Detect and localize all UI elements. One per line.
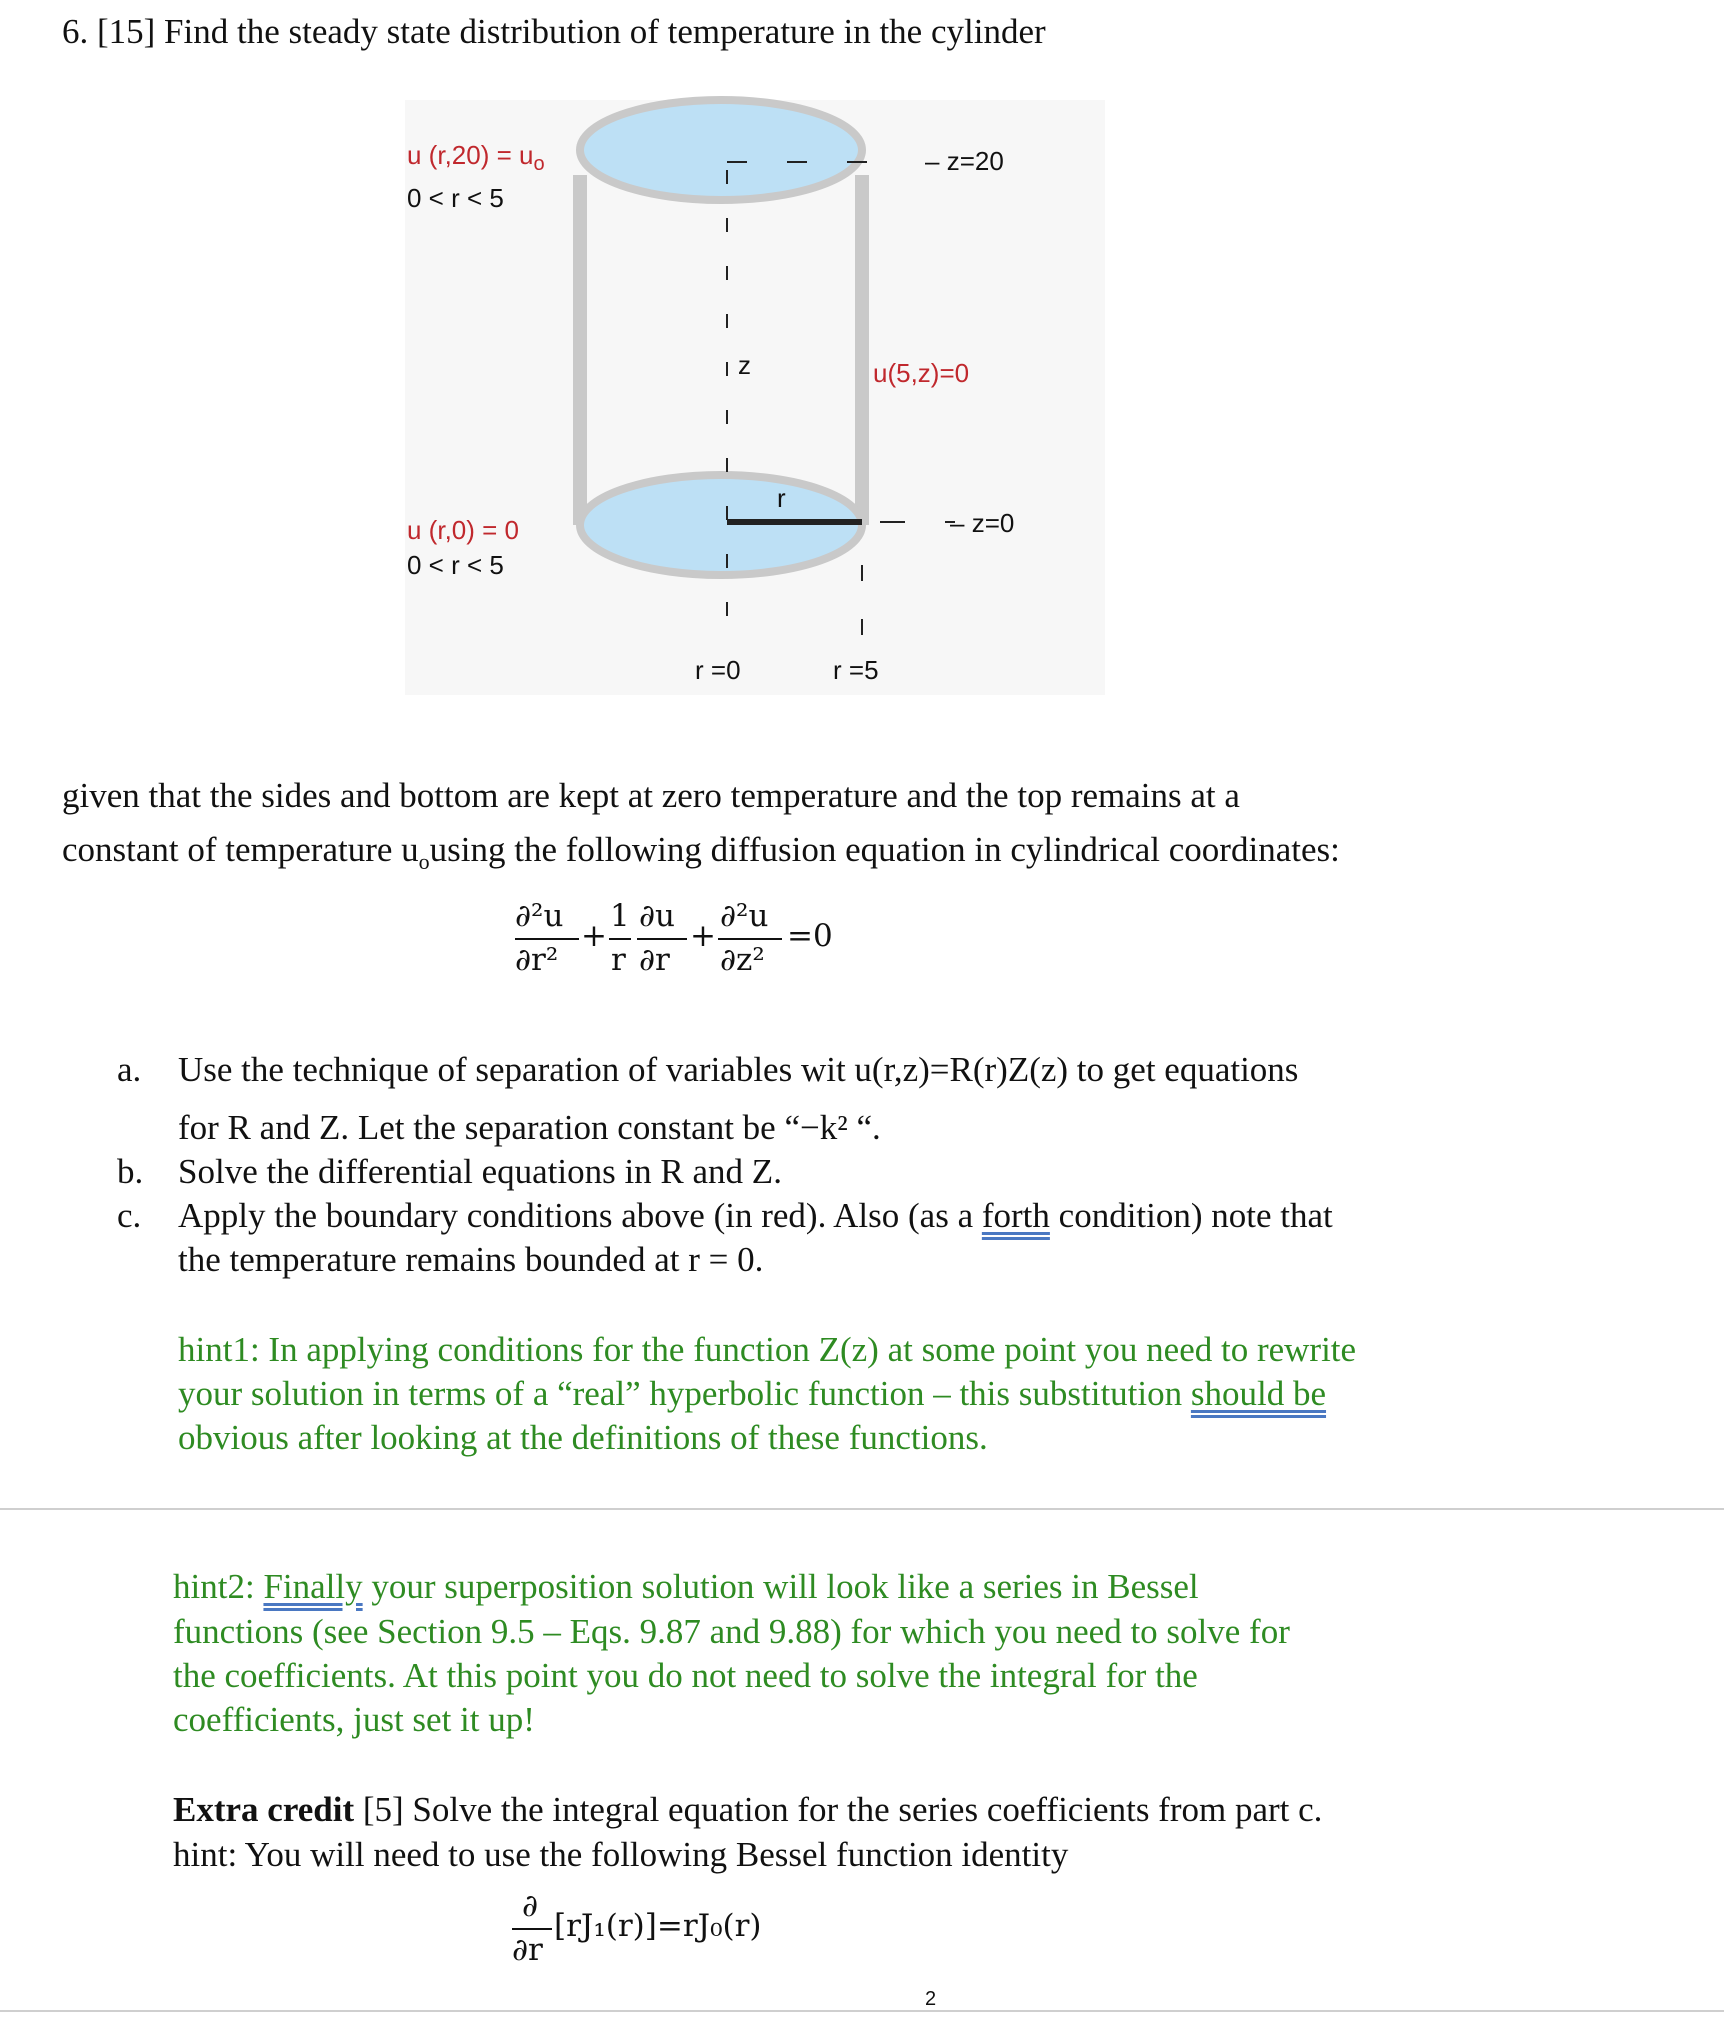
hint1-line-3: obvious after looking at the definitions of these functions. — [178, 1418, 988, 1457]
z0-label: – z=0 — [950, 508, 1015, 538]
hint1-line-2: your solution in terms of a “real” hyperbolic function – this substitution should be — [178, 1374, 1327, 1413]
z20-label: – z=20 — [925, 146, 1004, 176]
pde-plus-2: + — [690, 918, 716, 954]
pde-coef-den: r — [611, 942, 626, 978]
pde-term2-den: ∂r — [639, 942, 670, 978]
pde-term3-num: ∂²u — [720, 898, 769, 934]
pde-fraction-bar — [718, 938, 782, 940]
problem-title: 6. [15] Find the steady state distribution of temperature in the cylinder — [62, 12, 1046, 51]
pde-coef-num: 1 — [610, 898, 630, 934]
diffusion-equation — [515, 898, 855, 1008]
pde-plus-1: + — [581, 918, 607, 954]
part-a-line-1: Use the technique of separation of variables wit u(r,z)=R(r)Z(z) to get equations — [178, 1050, 1299, 1089]
extra-credit-line-2: hint: You will need to use the following Bessel function identity — [173, 1835, 1069, 1874]
part-c-letter: c. — [117, 1196, 142, 1235]
bottom-bc-range: 0 < r < 5 — [407, 550, 504, 580]
hint2-line-2: functions (see Section 9.5 – Eqs. 9.87 and 9.88) for which you need to solve for — [173, 1612, 1290, 1651]
extra-credit-line-1: Extra credit [5] Solve the integral equation for the series coefficients from part c. — [173, 1790, 1323, 1829]
pde-term3-den: ∂z² — [720, 942, 765, 978]
pde-term2-num: ∂u — [639, 898, 675, 934]
identity-den: ∂r — [512, 1932, 543, 1968]
pde-term1-den: ∂r² — [515, 942, 559, 978]
hint2-line-1: hint2: Finally your superposition solution will look like a series in Bessel — [173, 1567, 1199, 1606]
part-c-line-1: Apply the boundary conditions above (in red). Also (as a forth condition) note that — [178, 1196, 1333, 1235]
identity-rhs: [rJ₁(r)]=rJ₀(r) — [554, 1908, 762, 1944]
bessel-identity — [512, 1888, 842, 1988]
pde-rhs: =0 — [787, 918, 833, 954]
identity-fraction-bar — [512, 1928, 552, 1930]
pde-fraction-bar — [609, 938, 631, 940]
part-a-line-2: for R and Z. Let the separation constant be “−k² “. — [178, 1108, 881, 1147]
hint2-line-3: the coefficients. At this point you do not need to solve the integral for the — [173, 1656, 1198, 1695]
pde-fraction-bar — [637, 938, 687, 940]
page-number: 2 — [925, 1988, 937, 2010]
top-bc-range: 0 < r < 5 — [407, 183, 504, 213]
bottom-bc-label: u (r,0) = 0 — [407, 515, 519, 545]
side-bc-label: u(5,z)=0 — [873, 358, 970, 388]
part-b-line-1: Solve the differential equations in R and Z. — [178, 1152, 782, 1191]
z-axis-label: z — [738, 350, 751, 380]
identity-num: ∂ — [522, 1888, 539, 1924]
part-a-letter: a. — [117, 1050, 142, 1089]
r0-label: r =0 — [695, 655, 741, 685]
top-cap — [580, 100, 862, 200]
hint2-line-4: coefficients, just set it up! — [173, 1700, 535, 1739]
part-b-letter: b. — [117, 1152, 144, 1191]
intro-line-2: constant of temperature $u_ousing$ the following diffusion equation in cylindrical coordinates: — [62, 830, 1340, 874]
pde-term1-num: ∂²u — [515, 898, 564, 934]
part-c-line-2: the temperature remains bounded at r = 0. — [178, 1240, 764, 1279]
intro-line-1: given that the sides and bottom are kept at zero temperature and the top remains at a — [62, 776, 1240, 815]
r-axis-label: r — [777, 483, 786, 513]
pde-fraction-bar — [515, 938, 579, 940]
page-bottom-rule — [0, 2010, 1724, 2012]
hint1-line-1: hint1: In applying conditions for the function Z(z) at some point you need to rewrite — [178, 1330, 1357, 1369]
top-bc-label: u $(r,20) = u_o$ — [407, 140, 545, 176]
page-break — [0, 1508, 1724, 1510]
r5-label: r =5 — [833, 655, 879, 685]
cylinder-diagram — [0, 0, 1724, 720]
